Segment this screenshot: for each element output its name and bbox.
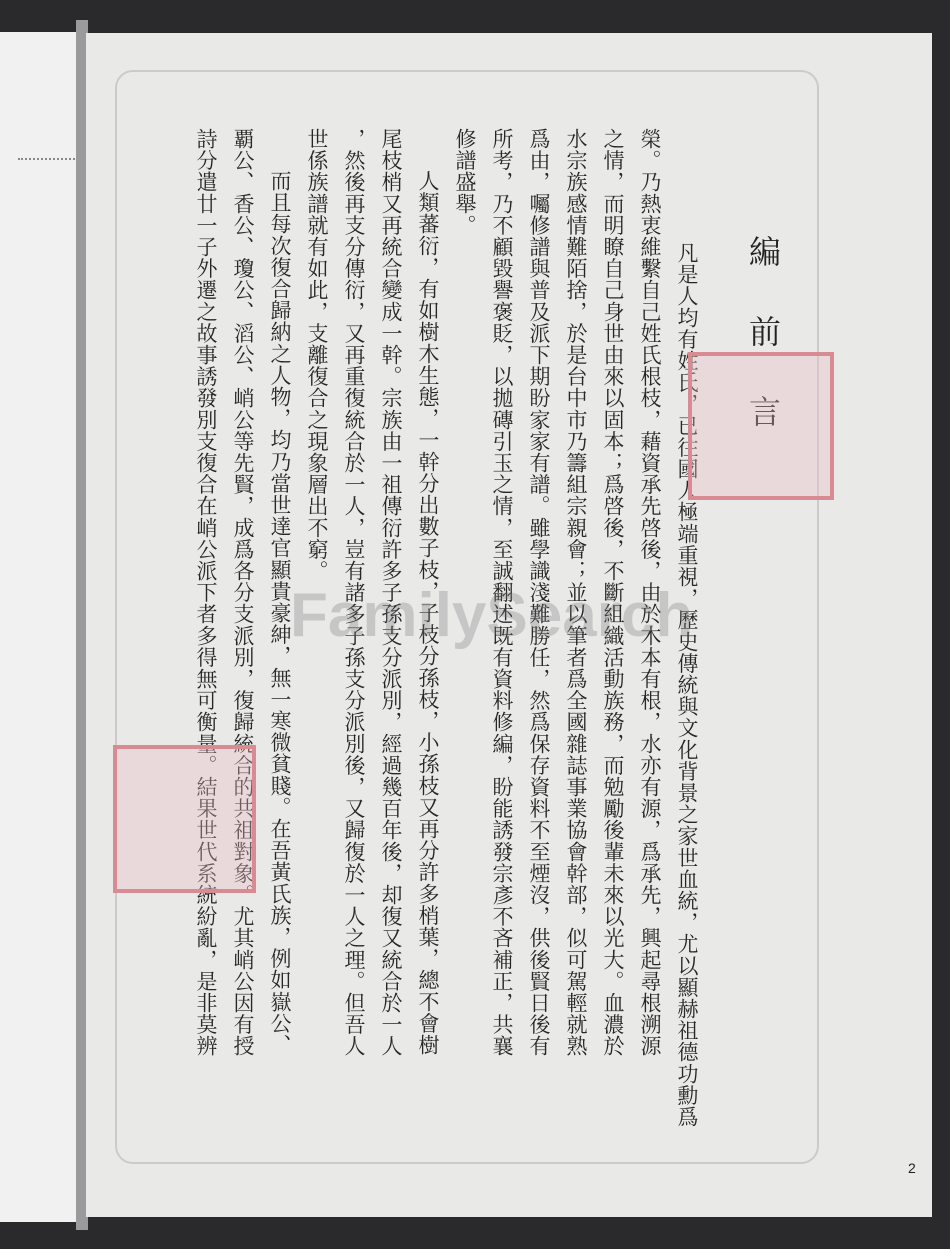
text-column: 之情，而明瞭自己身世由來以固本；爲啓後，不斷組織活動族務，而勉勵後輩未來以光大。血濃於	[601, 128, 625, 1057]
text-column: 人類蕃衍，有如樹木生態，一幹分出數子枝，子枝分孫枝，小孫枝又再分許多梢葉，總不會樹	[416, 170, 440, 1056]
left-facing-page	[0, 32, 77, 1222]
page-number: 2	[908, 1160, 916, 1176]
binding-thread	[18, 144, 78, 160]
page-title: 編前言	[744, 235, 782, 475]
text-column: 凡是人均有姓氏，已往國人極端重視，歷史傳統與文化背景之家世血統，尤以顯赫祖德功勳爲	[675, 242, 699, 1128]
text-column: 覇公、香公、瓊公、滔公、峭公等先賢，成爲各分支派別，復歸統合的共祖對象。尤其峭公因有授	[231, 128, 255, 1057]
red-seal-stamp	[688, 352, 834, 500]
text-column: 而且每次復合歸納之人物，均乃當世達官顯貴豪紳，無一寒微貧賤。在吾黃氏族，例如嶽公、	[268, 170, 292, 1056]
text-column: 詩分遣廿一子外遷之故事誘發別支復合在峭公派下者多得無可衡量。結果世代系統紛亂，是非莫辨	[194, 128, 218, 1057]
text-column: 所考，乃不顧毀譽褒貶，以拋磚引玉之情，至誠翻述既有資料修編，盼能誘發宗彥不吝補正，共襄	[490, 128, 514, 1057]
text-column: 世係族譜就有如此，支離復合之現象層出不窮。	[305, 128, 329, 582]
text-column: 爲由，囑修譜與普及派下期盼家家有譜。雖學識淺難勝任，然爲保存資料不至煙沒，供後賢日後有	[527, 128, 551, 1057]
text-column: 修譜盛舉。	[453, 128, 477, 236]
text-column: 水宗族感情難陌捨，於是台中市乃籌組宗親會；並以筆者爲全國雜誌事業協會幹部，似可駕輕就熟	[564, 128, 588, 1057]
text-column: 尾枝梢又再統合變成一幹。宗族由一祖傳衍許多子孫支分派別，經過幾百年後，却復又統合於一人	[379, 128, 403, 1057]
red-seal-stamp	[113, 745, 256, 893]
text-column: ，然後再支分傳衍，又再重復統合於一人，豈有諸多子孫支分派別後，又歸復於一人之理。但吾人	[342, 128, 366, 1057]
text-column: 榮。乃熱衷維繫自己姓氏根枝，藉資承先啓後，由於木本有根，水亦有源，爲承先，興起尋根溯源	[638, 128, 662, 1057]
watermark: FamilySearch	[290, 581, 694, 650]
